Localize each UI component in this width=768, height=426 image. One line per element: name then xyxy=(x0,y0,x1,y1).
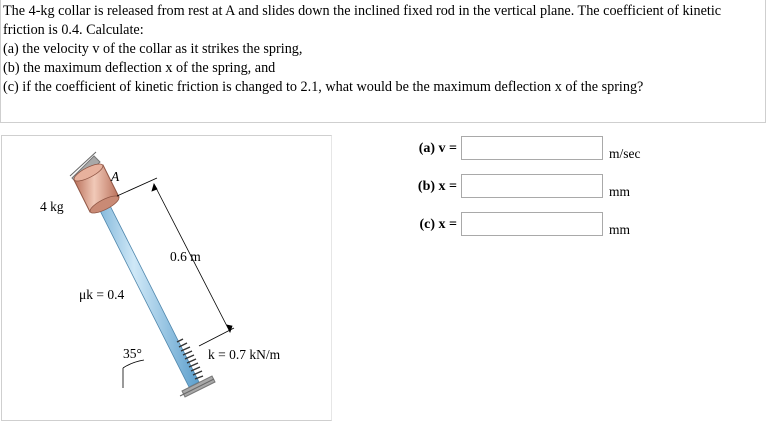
answer-unit-c: mm xyxy=(609,222,631,237)
answer-label-c: (c) x = xyxy=(419,217,457,232)
problem-line-3: (a) the velocity v of the collar as it strikes the spring, xyxy=(3,41,303,57)
angle-marker xyxy=(123,360,144,388)
answer-row-a xyxy=(395,136,695,162)
answer-form xyxy=(395,132,695,252)
problem-line-4: (b) the maximum deflection x of the spring, and xyxy=(3,60,276,76)
angle-label: 35° xyxy=(123,346,142,361)
answer-row-b xyxy=(395,174,695,200)
problem-statement xyxy=(0,0,766,123)
friction-label: μk = 0.4 xyxy=(79,287,125,302)
velocity-input[interactable] xyxy=(461,136,603,160)
mass-label: 4 kg xyxy=(40,199,64,214)
length-label: 0.6 m xyxy=(170,249,201,264)
answer-row-c xyxy=(395,212,695,238)
point-label: A xyxy=(111,169,120,184)
answer-label-a: (a) v = xyxy=(418,141,457,156)
collar-rod-figure xyxy=(2,136,333,422)
spring-constant-label: k = 0.7 kN/m xyxy=(208,347,281,362)
deflection-input-c[interactable] xyxy=(461,212,603,236)
deflection-input-b[interactable] xyxy=(461,174,603,198)
problem-line-2: friction is 0.4. Calculate: xyxy=(3,22,144,38)
answer-unit-b: mm xyxy=(609,184,631,199)
problem-line-5: (c) if the coefficient of kinetic friction is changed to 2.1, what would be the maximum deflection x of the spring? xyxy=(3,79,644,95)
figure-panel xyxy=(1,135,332,421)
problem-line-1: The 4-kg collar is released from rest at A and slides down the inclined fixed rod in the vertical plane. The coefficient of kinetic xyxy=(3,3,722,19)
answer-label-b: (b) x = xyxy=(417,179,457,194)
answer-unit-a: m/sec xyxy=(609,146,641,161)
